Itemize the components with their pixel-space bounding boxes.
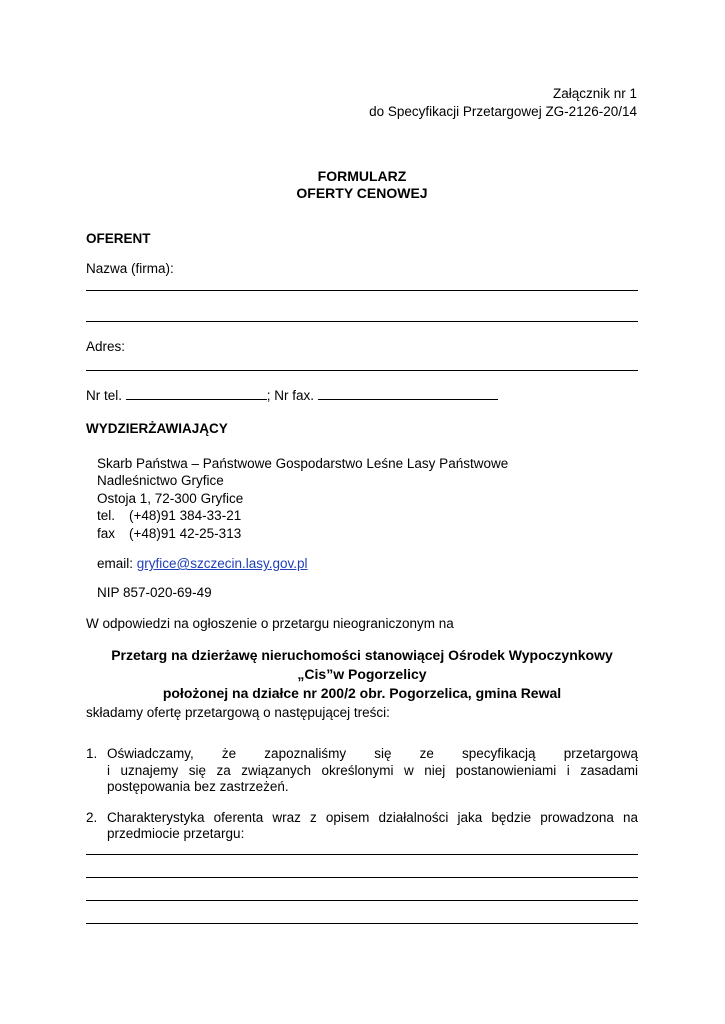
form-subtitle: OFERTY CENOWEJ bbox=[296, 185, 428, 201]
address-input-line[interactable] bbox=[86, 370, 638, 371]
item-1-line-2: i uznajemy się za związanych określonymi w niej postanowieniami i zasadami bbox=[107, 763, 638, 778]
attachment-number: Załącznik nr 1 bbox=[552, 86, 637, 101]
item-2-number: 2. bbox=[86, 810, 98, 825]
lessor-phone-label: tel. bbox=[97, 508, 116, 523]
lessor-fax-label: fax bbox=[97, 526, 116, 541]
intro-text: W odpowiedzi na ogłoszenie o przetargu nieograniczonym na bbox=[86, 616, 454, 631]
lessor-organization: Skarb Państwa – Państwowe Gospodarstwo Leśne Lasy Państwowe bbox=[97, 456, 509, 471]
description-input-line-1[interactable] bbox=[86, 854, 638, 855]
phone-input-line[interactable] bbox=[126, 386, 267, 400]
fax-label: ; Nr fax. bbox=[266, 388, 315, 403]
description-input-line-2[interactable] bbox=[86, 877, 638, 878]
phone-fax-row bbox=[86, 386, 498, 403]
name-label: Nazwa (firma): bbox=[86, 261, 174, 276]
item-1-line-3: postępowania bez zastrzeżeń. bbox=[107, 779, 289, 794]
item-2-line-2: przedmiocie przetargu: bbox=[107, 826, 245, 841]
lessor-nip: NIP 857-020-69-49 bbox=[97, 585, 212, 600]
offer-statement: składamy ofertę przetargową o następującej treści: bbox=[86, 705, 390, 720]
fax-input-line[interactable] bbox=[318, 386, 498, 400]
lessor-phone: (+48)91 384-33-21 bbox=[129, 508, 242, 523]
form-title: FORMULARZ bbox=[317, 168, 407, 184]
tender-title-line-2: „Cis”w Pogorzelicy bbox=[297, 666, 427, 682]
email-link[interactable]: gryfice@szczecin.lasy.gov.pl bbox=[136, 556, 308, 571]
phone-label: Nr tel. bbox=[86, 388, 123, 403]
lessor-unit: Nadleśnictwo Gryfice bbox=[97, 473, 224, 488]
description-input-line-3[interactable] bbox=[86, 900, 638, 901]
name-input-line-1[interactable] bbox=[86, 290, 638, 291]
item-2-line-1: Charakterystyka oferenta wraz z opisem działalności jaka będzie prowadzona na bbox=[107, 810, 638, 825]
oferent-heading: OFERENT bbox=[86, 231, 151, 246]
item-1-line-1: Oświadczamy, że zapoznaliśmy się ze specyfikacją przetargową bbox=[107, 746, 638, 761]
tender-title-line-1: Przetarg na dzierżawę nieruchomości stanowiącej Ośrodek Wypoczynkowy bbox=[111, 647, 613, 663]
description-input-line-4[interactable] bbox=[86, 923, 638, 924]
lessor-email-row bbox=[97, 556, 308, 571]
lessor-address: Ostoja 1, 72-300 Gryfice bbox=[97, 491, 244, 506]
tender-title-line-3: położonej na działce nr 200/2 obr. Pogorzelica, gmina Rewal bbox=[162, 685, 562, 701]
item-1-number: 1. bbox=[86, 746, 98, 761]
address-label: Adres: bbox=[86, 339, 126, 354]
specification-reference: do Specyfikacji Przetargowej ZG-2126-20/14 bbox=[369, 104, 637, 119]
email-label: email: bbox=[97, 556, 134, 571]
lessor-fax: (+48)91 42-25-313 bbox=[129, 526, 242, 541]
name-input-line-2[interactable] bbox=[86, 321, 638, 322]
lessor-heading: WYDZIERŻAWIAJĄCY bbox=[86, 421, 228, 436]
